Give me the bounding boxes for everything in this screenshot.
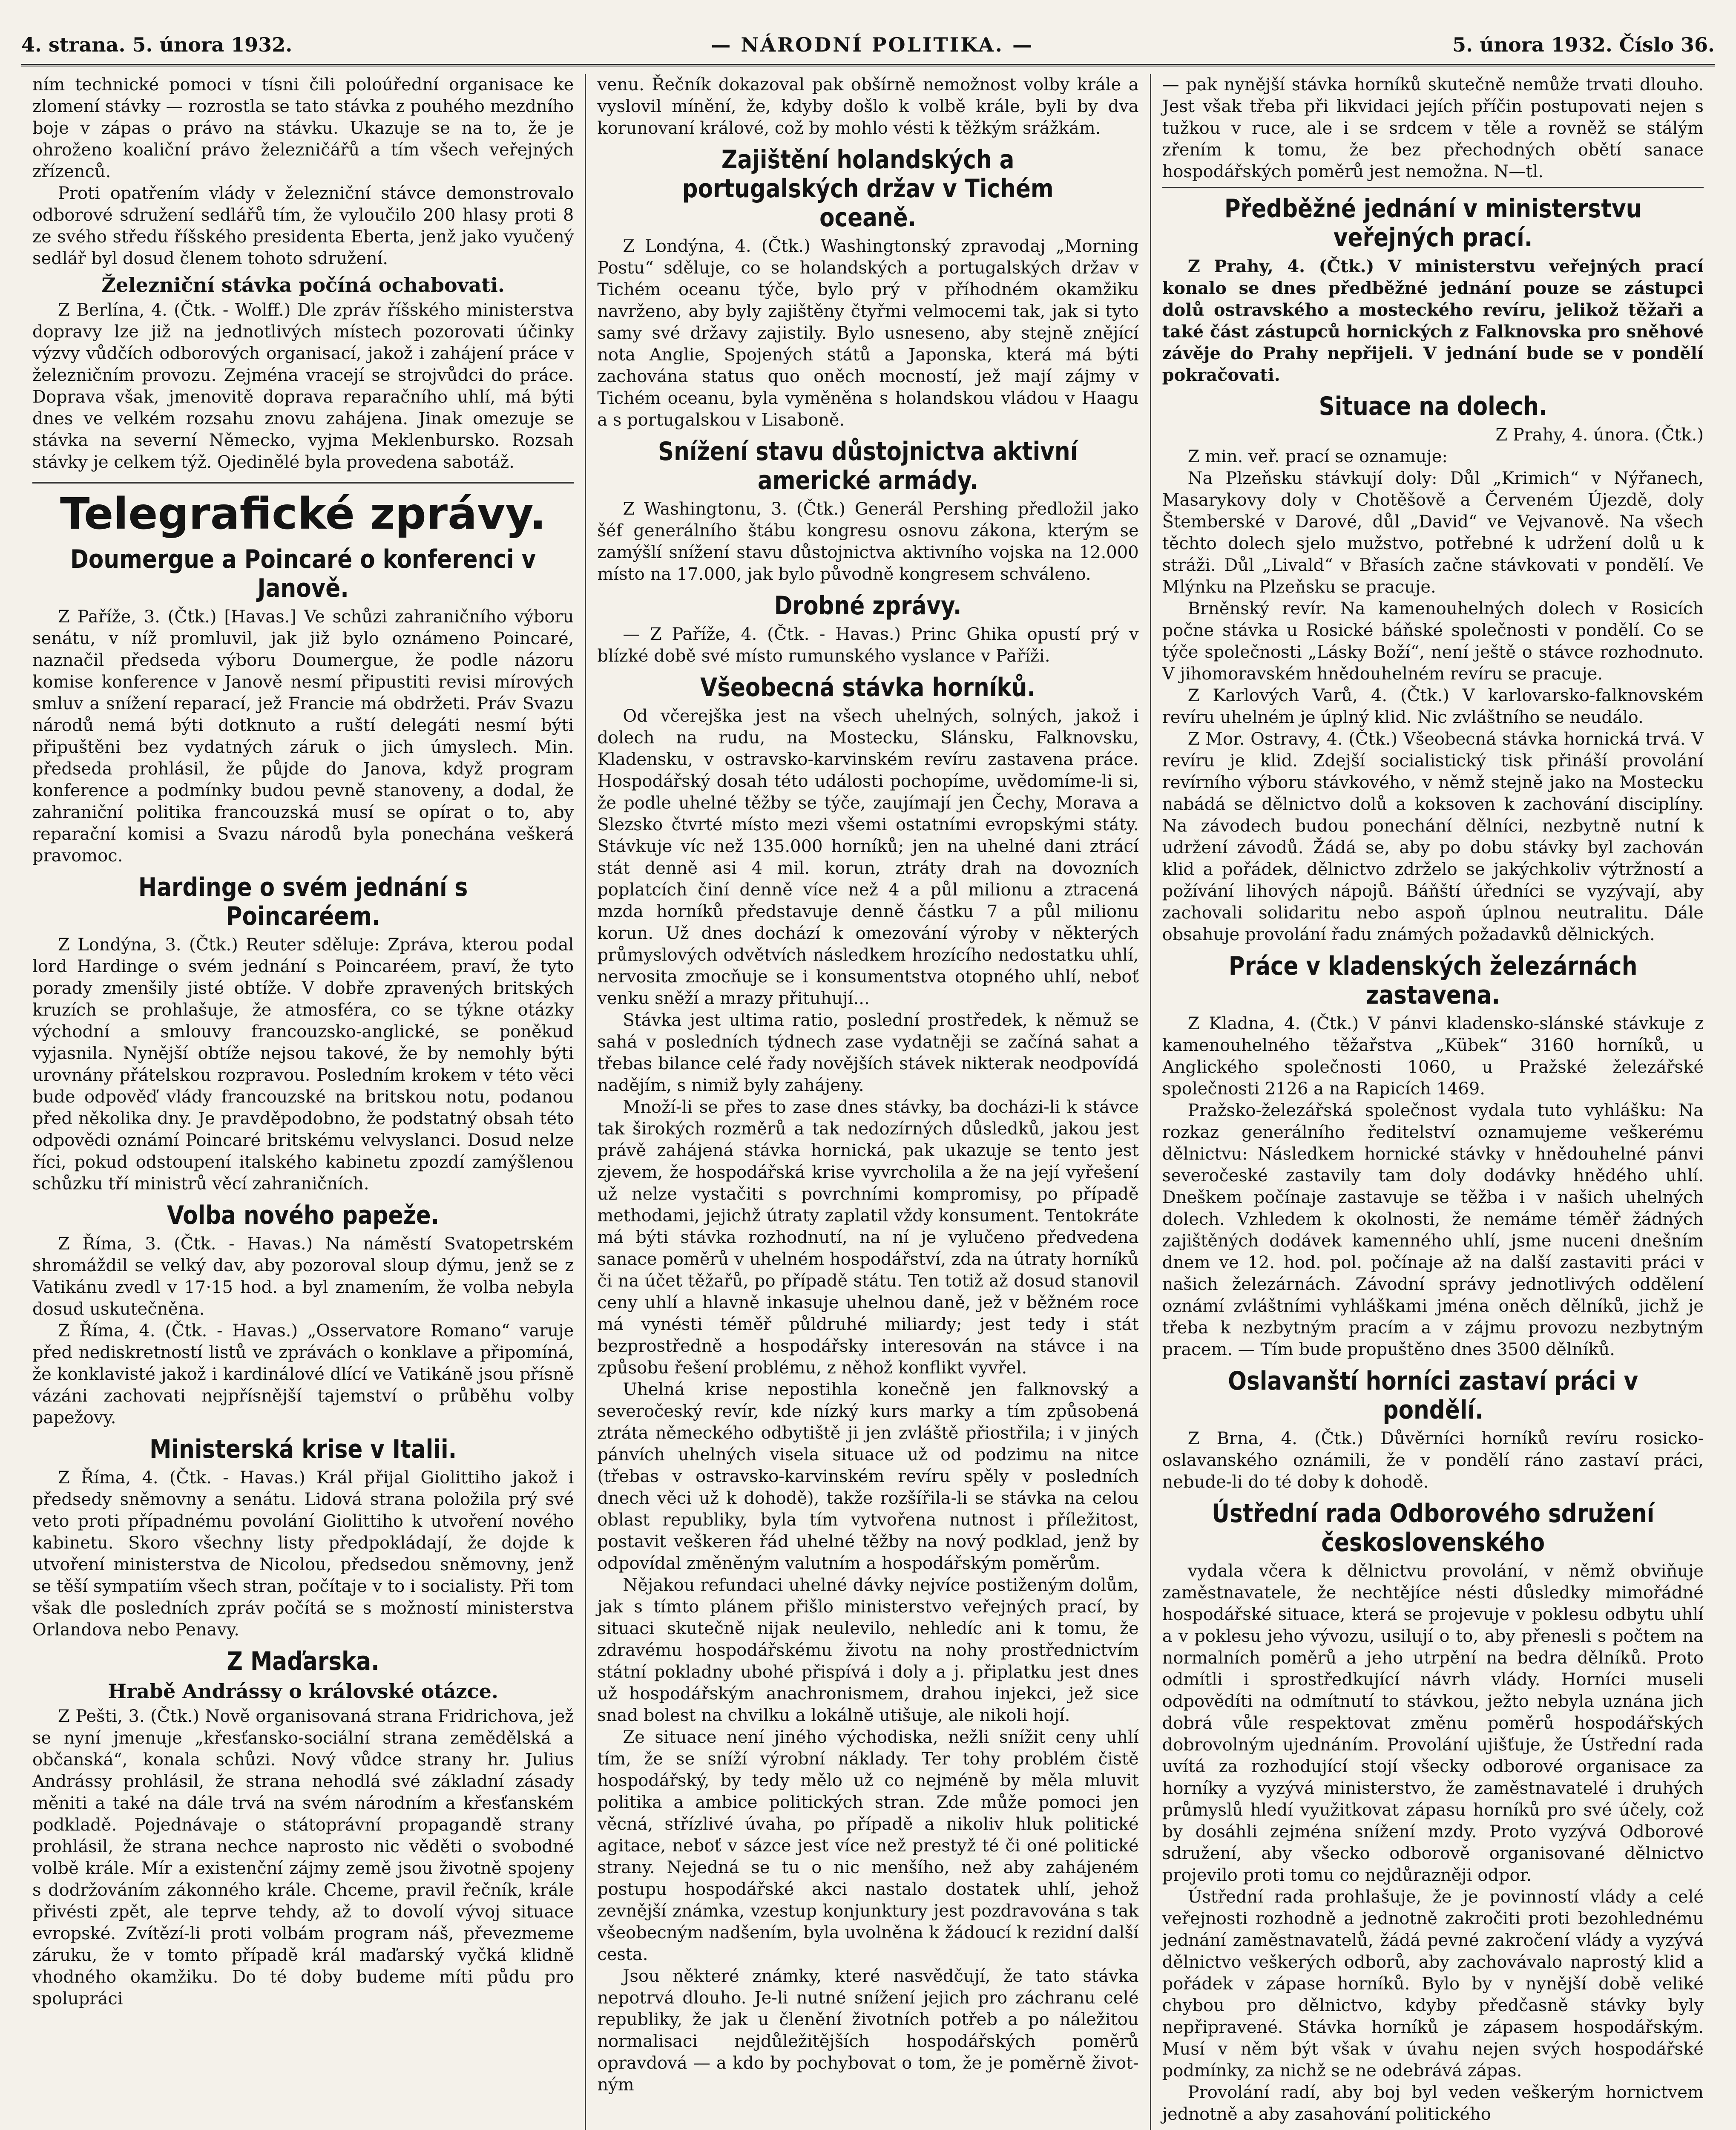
paragraph: Z Říma, 3. (Čtk. - Havas.) Na náměstí Svatopetrském shromáždil se velký dav, aby pozoroval sloup dýmu, jenž se z Vatikánu zvedl v 17·15 hod. a byl znamením, že volba nebyla dosud uskutečněna. xyxy=(32,1234,574,1319)
paragraph: Z Londýna, 3. (Čtk.) Reuter sděluje: Zpráva, kterou podal lord Hardinge o svém jednání s Poincaréem, praví, že tyto porady zmenšily jisté obtíže. V dobře zpravených britských kruzích se prohlašuje, že atmosféra, co se týkne otázky východní a smlouvy francouzsko-anglické, se poněkud vyjasnila. Nynější obtíže nejsou takové, že by nemohly býti urovnány přátelskou rozpravou. Posledním krokem v této věci bude odpověď vlády francouzské na britskou notu, podanou před několika dny. Je pravděpodobno, že podstatný obsah této odpovědi oznámí Poincaré britskému velvyslanci. Dosud nelze říci, pokud odstoupení italského kabinetu zpozdí zamýšlenou schůzku tří ministrů věcí zahraničních. xyxy=(32,935,574,1194)
paragraph: Z Brna, 4. (Čtk.) Důvěrníci horníků revíru rosicko-oslavanského oznámili, že v pondělí ráno zastaví práci, nebude-li do té doby k dohodě. xyxy=(1162,1429,1704,1492)
column-2 xyxy=(585,74,1150,2130)
paragraph: — pak nynější stávka horníků skutečně nemůže trvati dlouho. Jest však třeba při likvidaci jejích příčin postupovati nejen s tužkou v ruce, ale i se srdcem v těle a rovněž se stálým zřením k tomu, že bez přechodných obětí sanace hospodářských poměrů jest nemožna. N—tl. xyxy=(1162,75,1704,181)
paragraph: Z min. veř. prací se oznamuje: xyxy=(1187,447,1448,466)
page-header xyxy=(21,26,1715,66)
headline: Zajištění holandských a portugalských držav v Tichém oceaně. xyxy=(682,145,1054,233)
divider xyxy=(1162,187,1704,188)
paragraph: ním technické pomoci v tísni čili poloúřední organisace ke zlomení stávky — rozrostla se tato stávka z pouhého mezdního boje v zápas o právo na stávku. Ukazuje se na to, že je ohroženo koaliční právo železničářů a tím všech veřejných zřízenců. xyxy=(32,75,574,181)
headline: Ústřední rada Odborového sdružení československého xyxy=(1211,1499,1654,1557)
header-right: 5. února 1932. Číslo 36. xyxy=(1452,33,1715,56)
paragraph: Množí-li se přes to zase dnes stávky, ba docházi-li k stávce tak širokých rozměrů a tak nedozírných důsledků, jakou jest právě zahájená stávka hornická, pak ukazuje se tento jest zjevem, že hospodářská krise vyvrcholila a že na její vyřešení už nelze vystačiti s povrchními kompromisy, po případě methodami, jejichž útraty zaplatil vždy konsument. Tentokráte má býti stávka rozhodnutí, na ní je vylučeno předvedena sanace poměrů v uhelném hospodářství, zda na útraty horníků či na účet těžařů, po případě státu. Ten totiž až dosud stanovil ceny uhlí a hlavně inkasuje uhelnou daně, jež v běžném roce má vynésti téměř půldruhé miliardy; jest tedy i stát bezprostředně a hospodářsky interesován na stávce i na způsobu řešení problému, z něhož konflikt vyvřel. xyxy=(597,1097,1139,1378)
paragraph: Z Washingtonu, 3. (Čtk.) Generál Pershing předložil jako šéf generálního štábu kongresu osnovu zákona, kterým se zamýšlí snížení stavu důstojnictva aktivního vojska na 12.000 místo na 17.000, jak bylo původně kongresem schváleno. xyxy=(597,499,1139,584)
paragraph: Na Plzeňsku stávkují doly: Důl „Krimich“ v Nýřanech, Masarykovy doly v Chotěšově a Červeném Újezdě, doly Štemberské v Darové, důl „David“ ve Vejvanově. Na všech těchto dolech sjelo mužstvo, potřebné k udržení dolů u k stráži. Důl „Livald“ v Břasích začne stávkovati v pondělí. Ve Mlýnku na Plzeňsku se pracuje. xyxy=(1162,469,1704,597)
paragraph: Uhelná krise nepostihla konečně jen falknovský a severočeský revír, kde nízký kurs marky a tím způsobená ztráta německého odbytiště ji jen zvláště přiostřila; i v jiných pánvích uhelných visela situace už od podzimu na nitce (třebas v ostravsko-karvinském revíru spěly v posledních dnech věci už k dohodě), takže rozšířila-li se stávka na celou oblast republiky, byla tím vytvořena nutnost i příležitost, postavit veškeren řád uhelné těžby na nový podklad, jenž by odpovídal změněným valutním a hospodářským poměrům. xyxy=(597,1380,1139,1573)
headline: Ministerská krise v Italii. xyxy=(149,1434,457,1464)
headline: Oslavanští horníci zastaví práci v pondělí. xyxy=(1227,1366,1638,1425)
paragraph: Nějakou refundaci uhelné dávky nejvíce postiženým dolům, jak s tímto plánem přišlo ministerstvo veřejných prací, by situaci skutečně nijak neulevilo, nehledíc ani k tomu, že zdravému hospodářskému životu na nohy prostřednictvím státní pokladny ubohé přispívá i doly a j. připlatku jest dnes už hospodářským anachronismem, drahou injekci, jež sice snad bolest na chvilku a lokálně utišuje, ale nikoli hojí. xyxy=(597,1575,1139,1725)
paragraph: Provolání radí, aby boj byl veden veškerým hornictvem jednotně a aby zasahování politického xyxy=(1162,2083,1704,2124)
headline: Situace na dolech. xyxy=(1319,391,1547,421)
paragraph: Z Pešti, 3. (Čtk.) Nově organisovaná strana Fridrichova, jež se nyní jmenuje „křesťansko-sociální strana zemědělská a občanská“, konala schůzi. Nový vůdce strany hr. Julius Andrássy prohlásil, že strana nehodlá své základní zásady měniti a také na dále trvá na svém národním a křesťanském podkladě. Pojednávaje o státoprávní propagandě strany prohlásil, že strana nechce naprosto nic věděti o svobodné volbě krále. Mír a existenční zájmy země jsou životně spojeny s dodržováním zákonného krále. Chceme, pravil řečník, krále přivésti zpět, ale teprve tehdy, až to dovolí vývoj situace evropské. Zvítězí-li proti volbám program náš, převezmeme záruku, že v tomto případě král maďarský vyčká klidně vhodného okamžiku. Do té doby budeme míti půdu pro spolupráci xyxy=(32,1707,574,2009)
section-title: Telegrafické zprávy. xyxy=(32,482,574,539)
headline: Práce v kladenských železárnách zastavena. xyxy=(1228,951,1638,1010)
paragraph: Proti opatřením vlády v železniční stávce demonstrovalo odborové sdružení sedlářů tím, že vyloučilo 200 hlasy proti 8 ze svého středu říšského presidenta Eberta, jenž jako vyučený sedlář byl dosud členem tohoto sdružení. xyxy=(32,184,574,268)
masthead: — NÁRODNÍ POLITIKA. — xyxy=(711,33,1034,56)
paragraph: vydala včera k dělnictvu provolání, v němž obviňuje zaměstnavatele, že nechtějíce nésti důsledky mimořádné hospodářské situace, která se projevuje v poklesu odbytu uhlí a v poklesu jeho vývozu, usilují o to, aby přenesli s počtem na normalních poměrů a jeho utrpění na bedra dělníků. Proto odmítli i sprostředkující návrh vlády. Horníci museli odpovědíti na odmítnutí to stávkou, ježto nebyla uznána jich dobrá vůle respektovat změnu poměrů hospodářských dobrovolným ujednáním. Provolání ujišťuje, že Ústřední rada uvítá za rozhodující stojí všecky odborové organisace za horníky a vyzývá ministerstvo, že zaměstnavatelé i druhých průmyslů hledí využitkovat zápasu horníků pro své účely, což by dosáhli zejména snížení mzdy. Proto vyzývá Odborové sdružení, aby všecko odborově organisované dělnictvo projevilo proti tomu co nejdůrazněji odpor. xyxy=(1162,1561,1704,1885)
headline: Hardinge o svém jednání s Poincaréem. xyxy=(138,872,468,931)
paragraph: Z Říma, 4. (Čtk. - Havas.) „Osservatore Romano“ varuje před nediskretností listů ve zprávách o konklave a připomíná, že konklavisté jakož i kardinálové dlící ve Vatikáně jsou přísně vázáni zachovati nejpřísnější tajemství o průběhu volby papežovy. xyxy=(32,1321,574,1428)
paragraph: Od včerejška jest na všech uhelných, solných, jakož i dolech na rudu, na Mostecku, Slánsku, Falknovsku, Kladensku, v ostravsko-karvinském revíru zastavena práce. Hospodářský dosah této události pochopíme, uvědomíme-li si, že podle uhelné těžby se týče, zaujímají jen Čechy, Morava a Slezsko čtvrté místo mezi všemi ostatními evropskými státy. Stávkuje víc než 135.000 horníků; jen na uhelné dani ztrácí stát denně asi 4 mil. korun, ztráty drah na dovozních poplatcích činí denně více než 4 a půl milionu a ztracená mzda horníků představuje denně částku 7 a půl milionu korun. Už dnes dochází k omezování výroby v některých průmyslových odvětvích následkem hrozícího nedostatku uhlí, nervosita zmocňuje se i konsumentstva otopného uhlí, neboť venku sněží a mrazy přituhují... xyxy=(597,706,1139,1008)
paragraph: Brněnský revír. Na kamenouhelných dolech v Rosicích počne stávka u Rosické báňské společnosti v pondělí. Co se týče společnosti „Lásky Boží“, není ještě o stávce rozhodnuto. V jihomoravském hnědouhelném revíru se pracuje. xyxy=(1162,599,1704,684)
paragraph: Z Prahy, 4. (Čtk.) V ministerstvu veřejných prací konalo se dnes předběžné jednání pouze se zástupci dolů ostravského a mosteckého revíru, jelikož těžaři a také část zástupců hornických z Falknovska pro sněhové závěje do Prahy nepřijeli. V jednání bude se v pondělí pokračovati. xyxy=(1162,256,1704,385)
paragraph: Z Karlových Varů, 4. (Čtk.) V karlovarsko-falknovském revíru uhelném je úplný klid. Nic zvláštního se neudálo. xyxy=(1162,686,1704,727)
paragraph: Z Kladna, 4. (Čtk.) V pánvi kladensko-slánské stávkuje z kamenouhelného těžařstva „Kübek“ 3160 horníků, u Anglického společnosti 1060, u Pražské železářské společnosti 2126 a na Rapicích 1469. xyxy=(1162,1014,1704,1099)
column-1 xyxy=(21,74,585,2130)
headline: Železniční stávka počíná ochabovati. xyxy=(101,273,505,296)
paragraph: Pražsko-železářská společnost vydala tuto vyhlášku: Na rozkaz generálního ředitelství oznamujeme veškerému dělnictvu: Následkem hornické stávky v hnědouhelné pánvi severočeské zastavily tam doly dodávky hnědého uhlí. Dneškem počínaje zastavuje se těžba i v našich uhelných dolech. Vzhledem k okolnosti, že nemáme téměř žádných zajištěných dodávek kamenného uhlí, jsme nuceni dnešním dnem ve 12. hod. pol. počínaje až na další zastaviti práci v našich železárnách. Závodní správy jednotlivých oddělení oznámí zvláštními vyhláškami jména oněch dělníků, jichž je třeba k nezbytným pracím a v zájmu provozu nezbytným pracem. — Tím bude propuštěno dnes 3500 dělníků. xyxy=(1162,1101,1704,1359)
subheadline: Hrabě Andrássy o královské otázce. xyxy=(108,1680,498,1703)
headline: Předběžné jednání v ministerstvu veřejných prací. xyxy=(1224,194,1642,253)
headline: Volba nového papeže. xyxy=(167,1200,440,1230)
paragraph: Ze situace není jiného východiska, nežli snížit ceny uhlí tím, že se sníží výrobní náklady. Ter tohy problém čistě hospodářský, by tedy mělo už co nejméně by měla mluvit politika a ambice politických stran. Zde může pomoci jen věcná, střízlivé úvaha, po případě a nikoliv hluk politické agitace, neboť v sázce jest více než prestyž té či oné politické strany. Nejedná se tu o nic menšího, než aby zahájeném postupu hospodářské akci nastalo dostatek uhlí, jehož zevnější známka, vzestup konjunktury jest pozdravována s tak všeobecným nadšením, byla uvolněna k žádoucí k rezidní další cesta. xyxy=(597,1727,1139,1964)
headline: Doumergue a Poincaré o konferenci v Janově. xyxy=(70,544,536,603)
paragraph: Z Říma, 4. (Čtk. - Havas.) Král přijal Giolittiho jakož i předsedy sněmovny a senátu. Lidová strana položila prý své veto proti případnému povolání Giolittiho k utvoření nového kabinetu. Skoro všechny listy předpokládají, že dojde k utvoření ministerstva de Nicolou, předsedou sněmovny, jenž se těší sympatiím všech stran, počítaje v to i socialisty. Při tom však dle posledních zpráv počítá se s možností ministerstva Orlandova nebo Penavy. xyxy=(32,1468,574,1640)
paragraph: Z Mor. Ostravy, 4. (Čtk.) Všeobecná stávka hornická trvá. V revíru je klid. Zdejší socialistický tisk přináší provolání revírního výboru stávkového, v němž stejně jako na Mostecku nabádá se dělnictvo dolů a koksoven k zachování disciplíny. Na závodech budou ponechání dělníci, nezbytně nutní k udržení závodů. Žádá se, aby po dobu stávky byl zachován klid a pořádek, dělnictvo zdrželo se jakýchkoliv výtržností a požívání lihových nápojů. Báňští úředníci se vyzývají, aby zachovali solidaritu nebo aspoň úplnou neutralitu. Dále obsahuje provolání řadu známých požadavků dělnických. xyxy=(1162,729,1704,944)
paragraph: venu. Řečník dokazoval pak obšírně nemožnost volby krále a vyslovil mínění, že, kdyby došlo k volbě krále, byli by dva korunovaní králové, což by mohlo vésti k těžkým srážkám. xyxy=(597,75,1139,138)
headline: Všeobecná stávka horníků. xyxy=(700,673,1036,702)
paragraph: — Z Paříže, 4. (Čtk. - Havas.) Princ Ghika opustí prý v blízké době své místo rumunského vyslance v Paříži. xyxy=(597,625,1139,666)
headline: Z Maďarska. xyxy=(227,1646,379,1676)
paragraph: Jsou některé známky, které nasvědčují, že tato stávka nepotrvá dlouho. Je-li nutné snížení jejich pro záchranu celé republiky, že jak u členění životních potřeb a po náležitou normalisaci nejdůležitějších hospodářských poměrů opravdová — a kdo by pochybovat o tom, že je poměrně životným xyxy=(597,1966,1139,2095)
paragraph: Stávka jest ultima ratio, poslední prostředek, k němuž se sahá v posledních týdnech zase vydatněji se začíná sahat a třebas bilance celé řady novějších stávek nikterak neodpovídá nadějím, s nimiž byly zahájeny. xyxy=(597,1010,1139,1095)
column-3 xyxy=(1150,74,1715,2130)
paragraph: Z Londýna, 4. (Čtk.) Washingtonský zpravodaj „Morning Postu“ sděluje, co se holandských a portugalských držav v Tichém oceanu týče, bylo prý v příhodném okamžiku navrženo, aby byly zajištěny čtyřmi velmocemi tak, jak si tyto samy své državy zajistily. Bylo usneseno, aby stejně znějící nota Anglie, Spojených států a Japonska, která má býti zachována status quo oněch mocností, jež mají zájmy v Tichém oceanu, byla vyměněna s holandskou vládou v Haagu a s portugalskou v Lisaboně. xyxy=(597,236,1139,430)
paragraph: Z Paříže, 3. (Čtk.) [Havas.] Ve schůzi zahraničního výboru senátu, v níž promluvil, jak již bylo oznámeno Poincaré, naznačil předseda výboru Doumergue, že podle názoru komise konference v Janově nesmí připustiti revisi mírových smluv a snížení reparací, jež Francie má obdržeti. Práv Svazu národů nemá býti dotknuto a ruští delegáti nesmí býti připuštěni bez vydatných záruk o jich úmyslech. Min. předseda prohlásil, že půjde do Janova, když program konference a podmínky budou pevně stanoveny, a dodal, že zahraniční politika francouzská musí se opírat o to, aby reparační komisi a Svazu národů byla ponechána veškerá pravomoc. xyxy=(32,607,574,866)
headline: Drobné zprávy. xyxy=(774,591,962,621)
paragraph: Ústřední rada prohlašuje, že je povinností vlády a celé veřejnosti rozhodně a jednotně zakročiti proti bezohlednému jednání zaměstnavatelů, žádá pevné zakročení vlády a vyzývá dělnictvo veškerých odborů, aby zachovávalo naprostý klid a pořádek v zápase horníků. Bylo by v nynější době veliké chybou pro dělnictvo, kdyby předčasně stávky byly nepřipravené. Stávka horníků je zápasem hospodářským. Musí v něm být však v úvahu nejen svých hospodářské podmínky, za nichž se ne odebrává zápas. xyxy=(1162,1887,1704,2081)
headline: Snížení stavu důstojnictva aktivní americké armády. xyxy=(658,437,1078,495)
columns xyxy=(21,74,1715,2130)
dateline: Z Prahy, 4. února. (Čtk.) xyxy=(1495,425,1704,445)
header-left: 4. strana. 5. února 1932. xyxy=(21,33,293,56)
paragraph: Z Berlína, 4. (Čtk. - Wolff.) Dle zpráv říšského ministerstva dopravy lze již na jednotlivých místech pozorovati účinky výzvy vůdčích odborových organisací, jakož i zahájení práce v železničním provozu. Zejména vracejí se strojvůdci do práce. Doprava však, jmenovitě doprava reparačního uhlí, má býti dnes ve velkém rozsahu znovu zahájena. Jinak omezuje se stávka na severní Německo, vyjma Meklenbursko. Rozsah stávky je celkem týž. Ojedinělé byla provedena sabotáž. xyxy=(32,300,574,472)
